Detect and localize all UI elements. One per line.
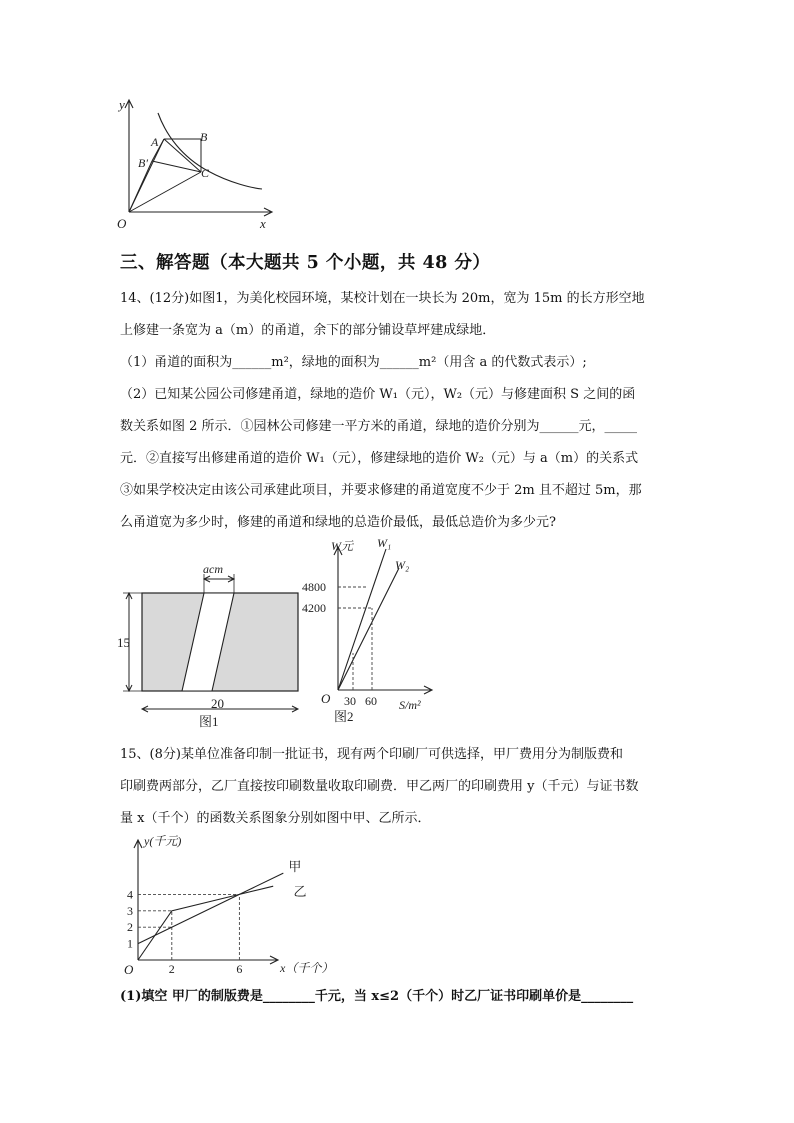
hyperbola-curve bbox=[158, 113, 262, 189]
x-tick-label: 2 bbox=[168, 962, 175, 976]
label-origin: O bbox=[117, 216, 127, 231]
q15-line-3: 量 x（千个）的函数关系图象分别如图中甲、乙所示． bbox=[120, 811, 431, 826]
label-b: B bbox=[200, 130, 208, 144]
chart-x-label: x（千个） bbox=[280, 961, 334, 975]
q14-line-8: 么甬道宽为多少时，修建的甬道和绿地的总造价最低，最低总造价为多少元? bbox=[120, 515, 556, 530]
figure2-caption: 图2 bbox=[334, 709, 354, 724]
f2-tick-4200: 4200 bbox=[302, 601, 326, 615]
q14-line-3: （1）甬道的面积为______m²，绿地的面积为______m²（用含 a 的代数式表示）; bbox=[120, 355, 587, 370]
f2-tick-30: 30 bbox=[344, 694, 356, 708]
q15-line-2: 印刷费两部分，乙厂直接按印刷数量收取印刷费．甲乙两厂的印刷费用 y（千元）与证书数 bbox=[120, 779, 639, 794]
figure-2 bbox=[295, 535, 440, 730]
segment-ac bbox=[164, 139, 201, 172]
f2-y-label: W元 bbox=[331, 539, 353, 553]
chart-q15 bbox=[118, 832, 368, 982]
figure1-caption: 图1 bbox=[199, 714, 219, 729]
series-jia-label: 甲 bbox=[288, 859, 302, 875]
line-w2 bbox=[338, 568, 399, 690]
series-yi-label: 乙 bbox=[293, 884, 307, 900]
f2-x-label: S/m² bbox=[399, 698, 421, 712]
chart-origin: O bbox=[124, 962, 134, 977]
q15-line-1: 15、(8分)某单位准备印制一批证书，现有两个印刷厂可供选择，甲厂费用分为制版费和 bbox=[120, 747, 623, 762]
line-w1 bbox=[338, 549, 386, 690]
label-b-prime: B′ bbox=[138, 156, 148, 170]
y-tick-label: 2 bbox=[127, 920, 133, 935]
x-tick-label: 6 bbox=[236, 962, 243, 976]
f2-tick-4800: 4800 bbox=[302, 580, 326, 594]
figure-top bbox=[112, 95, 282, 235]
segment-bprime-c bbox=[152, 161, 201, 172]
series-jia-line bbox=[138, 873, 283, 944]
length-label: 20 bbox=[211, 696, 224, 711]
label-a: A bbox=[151, 135, 159, 149]
f2-w1-label: W₁ bbox=[377, 536, 392, 550]
y-tick-label: 4 bbox=[127, 887, 133, 902]
label-x: x bbox=[260, 216, 266, 231]
q14-line-4: （2）已知某公园公司修建甬道，绿地的造价 W₁（元），W₂（元）与修建面积 S 之间的函 bbox=[120, 387, 636, 402]
section-title: 三、解答题（本大题共 5 个小题，共 48 分） bbox=[120, 253, 491, 273]
y-tick-label: 1 bbox=[127, 936, 133, 951]
height-label: 15 bbox=[117, 635, 130, 650]
q14-line-1: 14、(12分)如图1，为美化校园环境，某校计划在一块长为 20m，宽为 15m 的长方形空地 bbox=[120, 291, 645, 306]
label-c: C bbox=[201, 166, 210, 180]
q14-line-6: 元．②直接写出修建甬道的造价 W₁（元），修建绿地的造价 W₂（元）与 a（m）的关系式 bbox=[120, 451, 639, 466]
series-yi-line bbox=[138, 886, 273, 960]
width-label: acm bbox=[203, 562, 223, 576]
q14-line-2: 上修建一条宽为 a（m）的甬道，余下的部分铺设草坪建成绿地． bbox=[120, 323, 496, 338]
chart-y-label: y(千元) bbox=[144, 834, 182, 848]
q14-line-5: 数关系如图 2 所示．①园林公司修建一平方米的甬道，绿地的造价分别为______元，_____ bbox=[120, 419, 638, 434]
y-tick-label: 3 bbox=[127, 903, 133, 918]
segment-oc bbox=[129, 172, 201, 212]
figure-1 bbox=[115, 560, 315, 730]
label-y: y bbox=[119, 97, 125, 112]
q14-line-7: ③如果学校决定由该公司承建此项目，并要求修建的甬道宽度不少于 2m 且不超过 5m，那 bbox=[120, 483, 642, 498]
q15-line-4: (1)填空 甲厂的制版费是________千元，当 x≤2（千个）时乙厂证书印刷单价是________ bbox=[120, 989, 634, 1004]
f2-w2-label: W₂ bbox=[395, 558, 410, 572]
f2-tick-60: 60 bbox=[365, 694, 377, 708]
f2-origin: O bbox=[321, 691, 331, 706]
